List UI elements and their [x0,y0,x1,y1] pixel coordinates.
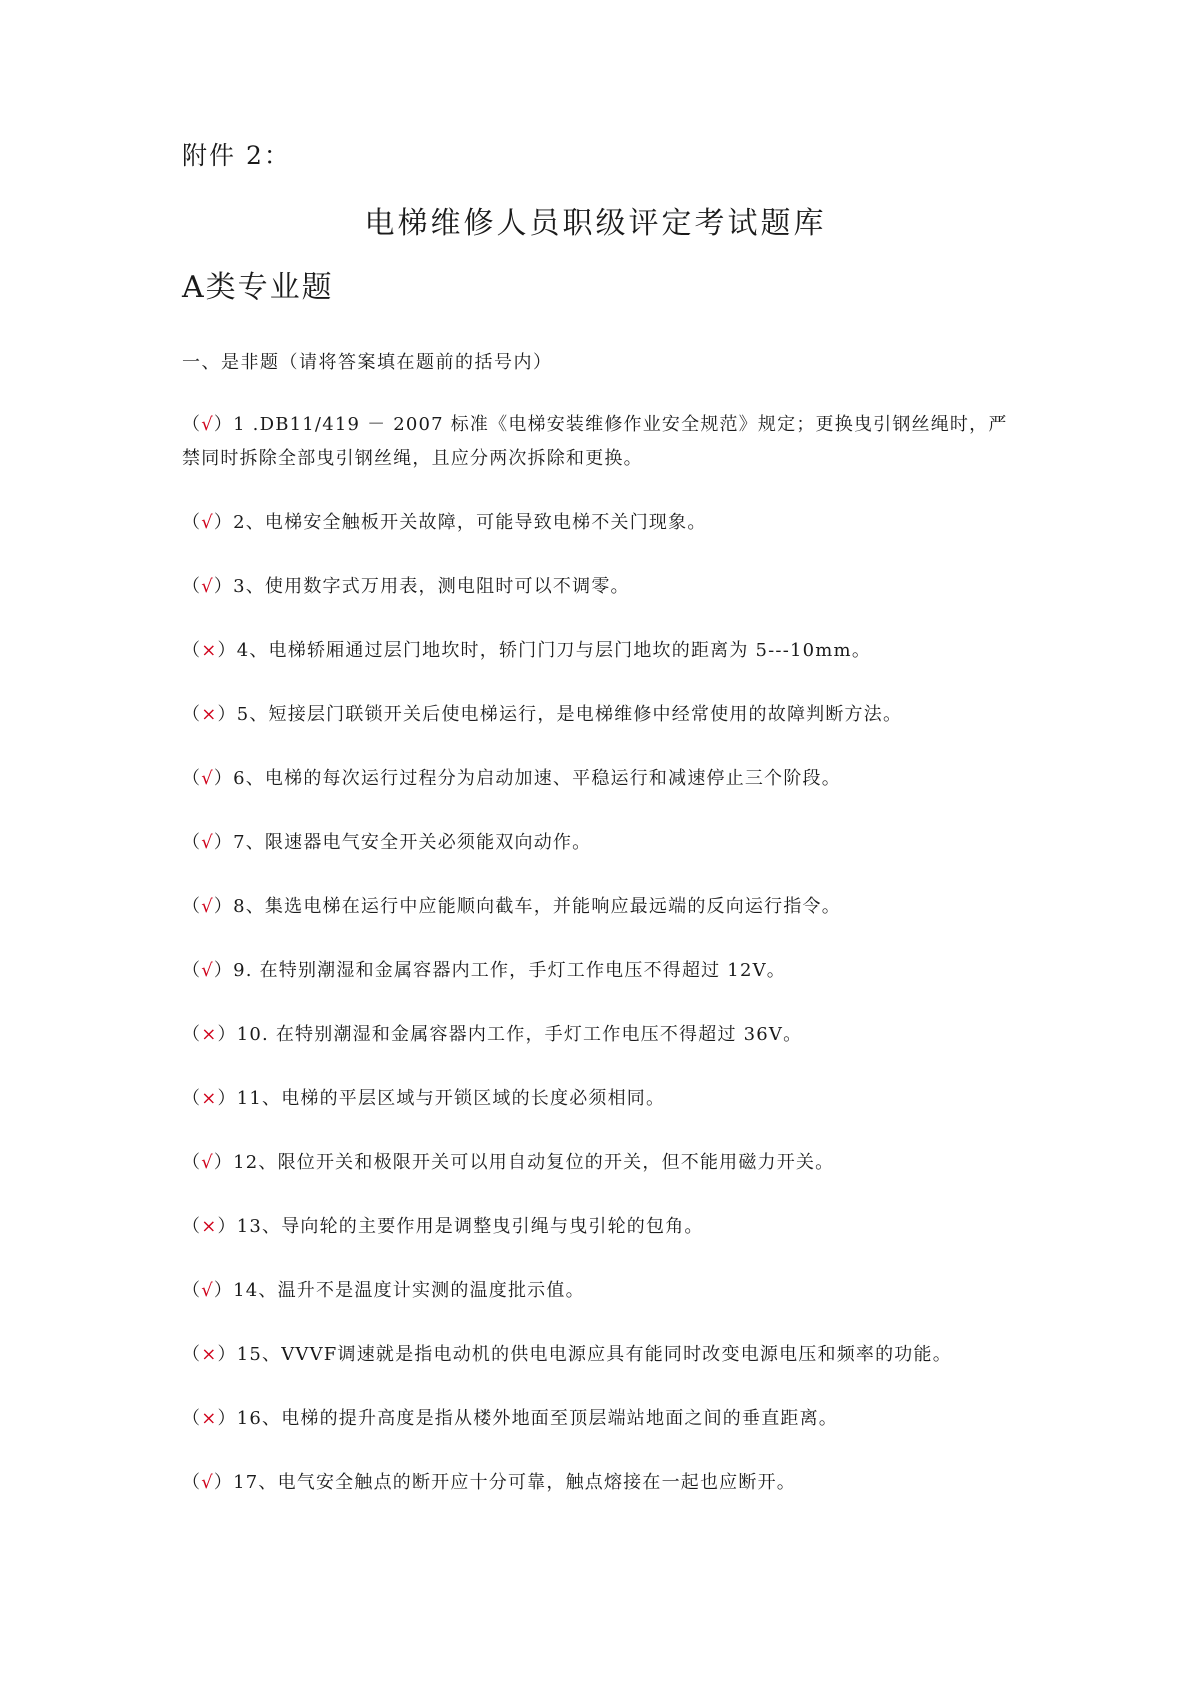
question-text: 7、限速器电气安全开关必须能双向动作。 [233,832,592,853]
question-text: 14、温升不是温度计实测的温度批示值。 [233,1280,585,1301]
question-item: （√）3、使用数字式万用表，测电阻时可以不调零。 [182,576,630,597]
question-text: 3、使用数字式万用表，测电阻时可以不调零。 [233,576,630,597]
question-item: （×）11、电梯的平层区域与开锁区域的长度必须相同。 [182,1088,666,1109]
answer-mark: √ [201,832,214,853]
answer-mark: √ [201,1280,214,1301]
subsection-heading: 一、是非题（请将答案填在题前的括号内） [182,352,553,373]
answer-mark: √ [201,576,214,597]
question-item: （√）8、集选电梯在运行中应能顺向截车，并能响应最远端的反向运行指令。 [182,896,841,917]
question-item: （√）2、电梯安全触板开关故障，可能导致电梯不关门现象。 [182,512,707,533]
attachment-label: 附件 2： [182,141,291,170]
answer-mark: × [201,1344,218,1365]
question-item: （×）13、导向轮的主要作用是调整曳引绳与曳引轮的包角。 [182,1216,704,1237]
answer-mark: × [201,1408,218,1429]
question-item: （√）9. 在特别潮湿和金属容器内工作，手灯工作电压不得超过 12V。 [182,960,786,981]
question-text: 9. 在特别潮湿和金属容器内工作，手灯工作电压不得超过 12V。 [233,960,786,981]
question-item: （×）15、VVVF调速就是指电动机的供电电源应具有能同时改变电源电压和频率的功能。 [182,1344,952,1365]
question-item: （×）5、短接层门联锁开关后使电梯运行，是电梯维修中经常使用的故障判断方法。 [182,704,903,725]
question-text: 11、电梯的平层区域与开锁区域的长度必须相同。 [236,1088,666,1109]
answer-mark: √ [201,1152,214,1173]
question-text: 6、电梯的每次运行过程分为启动加速、平稳运行和减速停止三个阶段。 [233,768,841,789]
section-title: A类专业题 [182,270,334,305]
answer-mark: × [201,1024,218,1045]
answer-mark: √ [201,960,214,981]
answer-mark: √ [201,1472,214,1493]
answer-mark: × [201,1088,218,1109]
answer-mark: √ [201,896,214,917]
question-text: 17、电气安全触点的断开应十分可靠，触点熔接在一起也应断开。 [233,1472,796,1493]
question-item: （√）17、电气安全触点的断开应十分可靠，触点熔接在一起也应断开。 [182,1472,796,1493]
question-text: 1 .DB11/419 － 2007 标准《电梯安装维修作业安全规范》规定；更换曳引钢丝绳时，严禁同时拆除全部曳引钢丝绳，且应分两次拆除和更换。 [182,414,1008,469]
answer-mark: × [201,704,218,725]
question-text: 2、电梯安全触板开关故障，可能导致电梯不关门现象。 [233,512,707,533]
question-text: 8、集选电梯在运行中应能顺向截车，并能响应最远端的反向运行指令。 [233,896,841,917]
answer-mark: × [201,1216,218,1237]
question-text: 16、电梯的提升高度是指从楼外地面至顶层端站地面之间的垂直距离。 [236,1408,839,1429]
question-item: （√）6、电梯的每次运行过程分为启动加速、平稳运行和减速停止三个阶段。 [182,768,841,789]
question-item: （×）10. 在特别潮湿和金属容器内工作，手灯工作电压不得超过 36V。 [182,1024,803,1045]
answer-mark: × [201,640,218,661]
question-item: （√）1 .DB11/419 － 2007 标准《电梯安装维修作业安全规范》规定；更换曳引钢丝绳时，严禁同时拆除全部曳引钢丝绳，且应分两次拆除和更换。 [182,414,1008,469]
question-item: （×）16、电梯的提升高度是指从楼外地面至顶层端站地面之间的垂直距离。 [182,1408,839,1429]
question-text: 15、VVVF调速就是指电动机的供电电源应具有能同时改变电源电压和频率的功能。 [236,1344,952,1365]
question-text: 12、限位开关和极限开关可以用自动复位的开关，但不能用磁力开关。 [233,1152,835,1173]
question-text: 10. 在特别潮湿和金属容器内工作，手灯工作电压不得超过 36V。 [236,1024,803,1045]
question-item: （√）12、限位开关和极限开关可以用自动复位的开关，但不能用磁力开关。 [182,1152,835,1173]
question-text: 5、短接层门联锁开关后使电梯运行，是电梯维修中经常使用的故障判断方法。 [236,704,903,725]
question-text: 13、导向轮的主要作用是调整曳引绳与曳引轮的包角。 [236,1216,704,1237]
answer-mark: √ [201,414,214,435]
question-item: （√）7、限速器电气安全开关必须能双向动作。 [182,832,592,853]
question-list [182,408,1022,1530]
answer-mark: √ [201,768,214,789]
question-item: （×）4、电梯轿厢通过层门地坎时，轿门门刀与层门地坎的距离为 5---10mm。 [182,640,872,661]
question-item: （√）14、温升不是温度计实测的温度批示值。 [182,1280,585,1301]
answer-mark: √ [201,512,214,533]
document-title: 电梯维修人员职级评定考试题库 [364,206,827,241]
question-text: 4、电梯轿厢通过层门地坎时，轿门门刀与层门地坎的距离为 5---10mm。 [236,640,872,661]
